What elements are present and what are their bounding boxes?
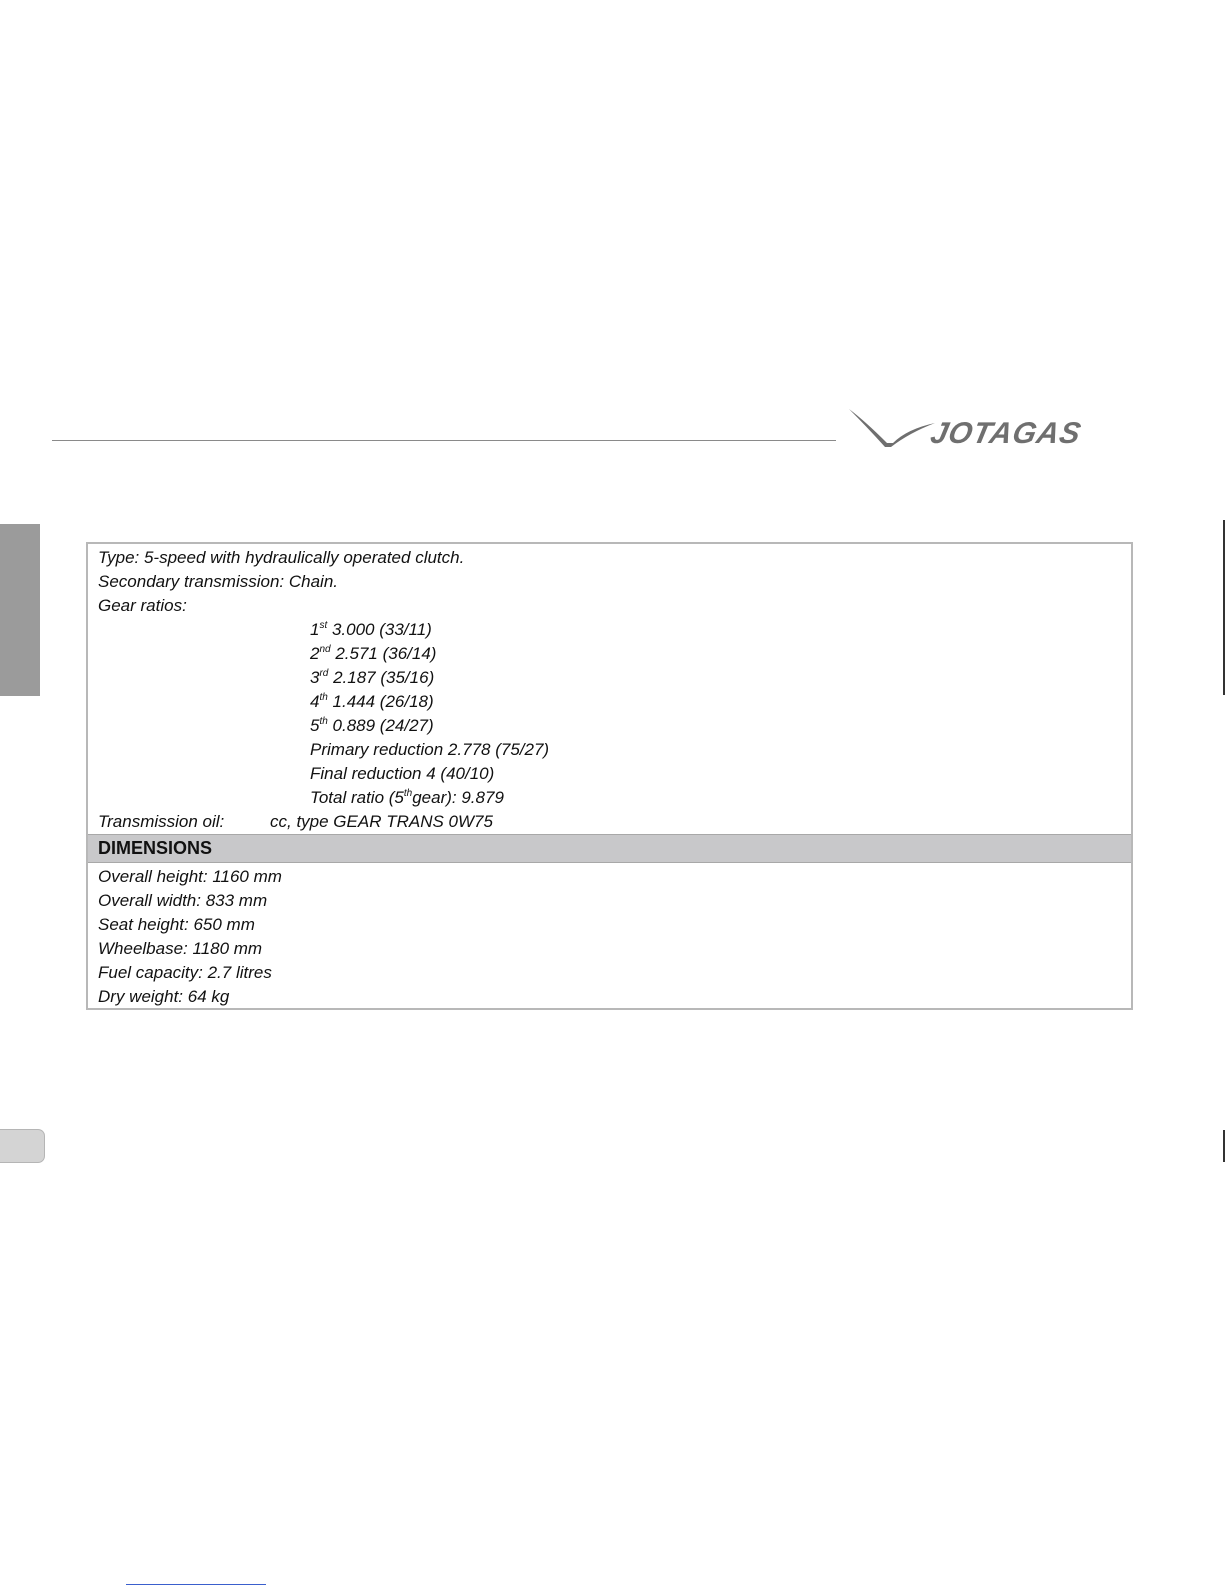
dimensions-header [88, 834, 1131, 863]
transmission-oil-value: cc, type GEAR TRANS 0W75 [270, 812, 493, 831]
logo-text: JOTAGAS [927, 417, 1085, 450]
gear-ratios-label: Gear ratios: [98, 596, 187, 615]
side-page-tab [0, 1129, 45, 1163]
gear-ratio-4: 4th 1.444 (26/18) [310, 692, 434, 711]
transmission-type: Type: 5-speed with hydraulically operated clutch. [98, 548, 465, 567]
final-reduction: Final reduction 4 (40/10) [310, 764, 495, 783]
primary-reduction: Primary reduction 2.778 (75/27) [310, 740, 550, 759]
gear-ratio-2: 2nd 2.571 (36/14) [310, 644, 437, 663]
overall-height: Overall height: 1160 mm [98, 867, 282, 886]
overall-width: Overall width: 833 mm [98, 891, 268, 910]
spec-table [86, 542, 1133, 1010]
dimensions-title: DIMENSIONS [98, 838, 213, 858]
secondary-transmission: Secondary transmission: Chain. [98, 572, 339, 591]
side-section-tab [0, 524, 40, 696]
gear-ratio-5: 5th 0.889 (24/27) [310, 716, 434, 735]
wheelbase: Wheelbase: 1180 mm [98, 939, 263, 958]
seat-height: Seat height: 650 mm [98, 915, 255, 934]
gear-ratio-1: 1st 3.000 (33/11) [310, 620, 432, 639]
transmission-oil-label: Transmission oil: [98, 812, 225, 831]
total-ratio: Total ratio (5thgear): 9.879 [310, 788, 504, 807]
header-rule [52, 440, 836, 441]
jotagas-logo [845, 403, 1135, 459]
fuel-capacity: Fuel capacity: 2.7 litres [98, 963, 272, 982]
gear-ratio-3: 3rd 2.187 (35/16) [310, 668, 435, 687]
dry-weight: Dry weight: 64 kg [98, 987, 230, 1006]
